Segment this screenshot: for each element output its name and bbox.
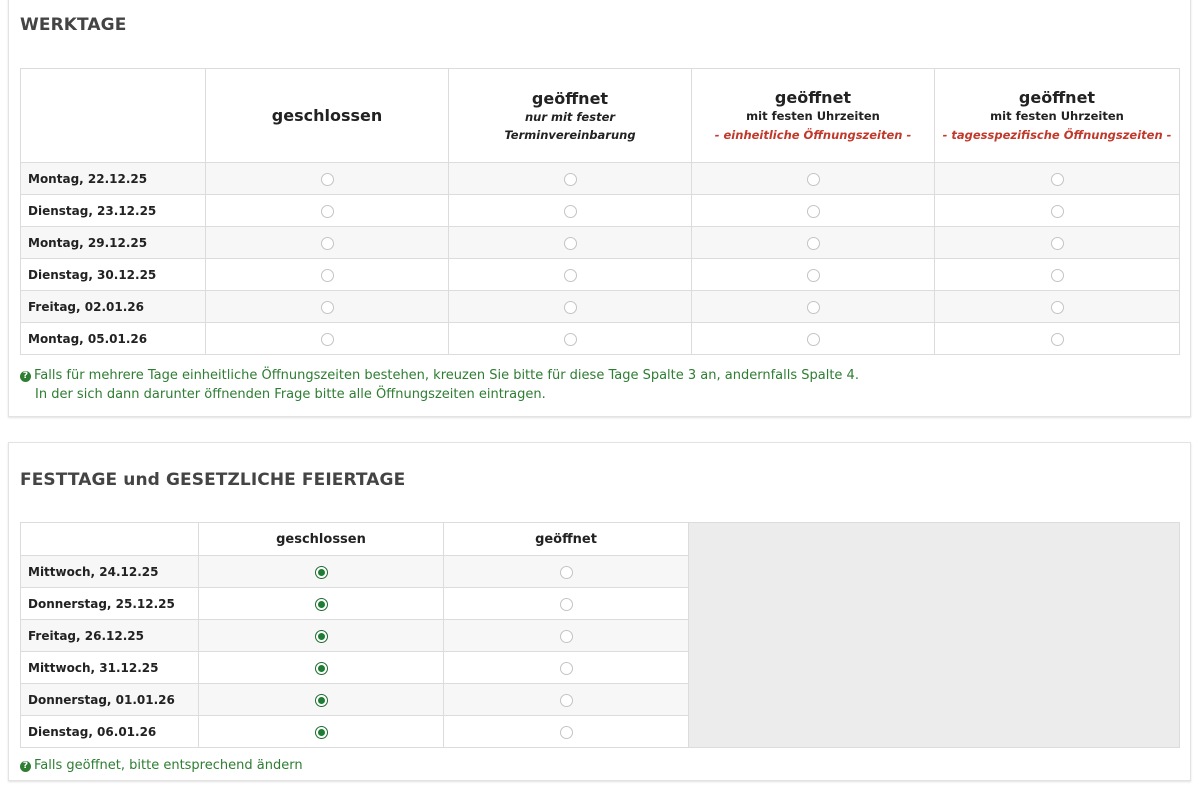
- radio-einheitlich[interactable]: [807, 333, 820, 346]
- col-header-termin: [449, 69, 692, 163]
- radio-termin[interactable]: [564, 269, 577, 282]
- col-header-label: geöffnet: [531, 89, 609, 108]
- radio-einheitlich[interactable]: [807, 237, 820, 250]
- werktage-hint: [20, 366, 859, 404]
- werktage-row: [21, 291, 1180, 323]
- col-header-geschlossen: geschlossen: [199, 523, 444, 556]
- werktage-table: [20, 68, 1180, 355]
- radio-tagesspezifisch[interactable]: [1051, 269, 1064, 282]
- werktage-row: [21, 163, 1180, 195]
- radio-termin[interactable]: [564, 237, 577, 250]
- row-label: Freitag, 26.12.25: [21, 620, 199, 652]
- radio-einheitlich[interactable]: [807, 205, 820, 218]
- radio-geschlossen[interactable]: [315, 662, 328, 675]
- col-header-label: geöffnet: [774, 88, 852, 107]
- radio-tagesspezifisch[interactable]: [1051, 237, 1064, 250]
- col-header-label: geschlossen: [271, 106, 383, 125]
- row-label: Dienstag, 06.01.26: [21, 716, 199, 748]
- row-label: Mittwoch, 31.12.25: [21, 652, 199, 684]
- col-header-label: geöffnet: [1018, 88, 1096, 107]
- radio-termin[interactable]: [564, 333, 577, 346]
- radio-geoeffnet[interactable]: [560, 630, 573, 643]
- col-header-sub: Terminvereinbarung: [504, 128, 636, 142]
- radio-geschlossen[interactable]: [315, 694, 328, 707]
- col-header-geoeffnet: geöffnet: [444, 523, 689, 556]
- col-header-note: - tagesspezifische Öffnungszeiten -: [942, 128, 1172, 142]
- radio-geschlossen[interactable]: [321, 237, 334, 250]
- row-label: Dienstag, 23.12.25: [21, 195, 206, 227]
- radio-tagesspezifisch[interactable]: [1051, 173, 1064, 186]
- werktage-header-row: [21, 69, 1180, 163]
- question-circle-icon: ?: [20, 371, 31, 382]
- radio-geoeffnet[interactable]: [560, 694, 573, 707]
- row-label: Montag, 05.01.26: [21, 323, 206, 355]
- radio-termin[interactable]: [564, 205, 577, 218]
- radio-geschlossen[interactable]: [321, 205, 334, 218]
- row-label: Donnerstag, 01.01.26: [21, 684, 199, 716]
- festtage-header-row: [21, 523, 1180, 556]
- festtage-title: FESTTAGE und GESETZLICHE FEIERTAGE: [20, 470, 406, 490]
- row-label: Donnerstag, 25.12.25: [21, 588, 199, 620]
- hint-text: Falls geöffnet, bitte entsprechend ändern: [34, 758, 303, 773]
- radio-geoeffnet[interactable]: [560, 726, 573, 739]
- radio-tagesspezifisch[interactable]: [1051, 333, 1064, 346]
- radio-geoeffnet[interactable]: [560, 566, 573, 579]
- radio-tagesspezifisch[interactable]: [1051, 205, 1064, 218]
- festtage-table: [20, 522, 1180, 748]
- radio-geschlossen[interactable]: [321, 301, 334, 314]
- radio-geschlossen[interactable]: [315, 726, 328, 739]
- radio-einheitlich[interactable]: [807, 301, 820, 314]
- radio-einheitlich[interactable]: [807, 173, 820, 186]
- col-header-tagesspezifisch: [935, 69, 1180, 163]
- col-header-sub: nur mit fester: [524, 110, 616, 124]
- festtage-hint: [20, 756, 303, 775]
- festtage-corner-cell: [21, 523, 199, 556]
- empty-grey-area: [689, 523, 1180, 748]
- col-header-note: - einheitliche Öffnungszeiten -: [714, 128, 912, 142]
- werktage-panel: [8, 0, 1191, 417]
- radio-geschlossen[interactable]: [315, 598, 328, 611]
- radio-geschlossen[interactable]: [321, 173, 334, 186]
- werktage-title: WERKTAGE: [20, 15, 127, 35]
- col-header-geschlossen: [206, 69, 449, 163]
- radio-geschlossen[interactable]: [321, 269, 334, 282]
- radio-termin[interactable]: [564, 173, 577, 186]
- row-label: Dienstag, 30.12.25: [21, 259, 206, 291]
- werktage-row: [21, 195, 1180, 227]
- question-circle-icon: ?: [20, 761, 31, 772]
- werktage-row: [21, 259, 1180, 291]
- werktage-row: [21, 323, 1180, 355]
- col-header-einheitlich: [692, 69, 935, 163]
- row-label: Freitag, 02.01.26: [21, 291, 206, 323]
- festtage-panel: [8, 442, 1191, 781]
- radio-tagesspezifisch[interactable]: [1051, 301, 1064, 314]
- row-label: Montag, 29.12.25: [21, 227, 206, 259]
- col-header-sub: mit festen Uhrzeiten: [990, 109, 1124, 123]
- row-label: Mittwoch, 24.12.25: [21, 556, 199, 588]
- hint-text: In der sich dann darunter öffnenden Frage bitte alle Öffnungszeiten eintragen.: [35, 387, 546, 402]
- werktage-row: [21, 227, 1180, 259]
- row-label: Montag, 22.12.25: [21, 163, 206, 195]
- radio-geoeffnet[interactable]: [560, 598, 573, 611]
- werktage-corner-cell: [21, 69, 206, 163]
- radio-geschlossen[interactable]: [315, 630, 328, 643]
- hint-text: Falls für mehrere Tage einheitliche Öffnungszeiten bestehen, kreuzen Sie bitte für diese Tage Spalte 3 an, andernfalls Spalte 4.: [34, 368, 859, 383]
- radio-geoeffnet[interactable]: [560, 662, 573, 675]
- radio-geschlossen[interactable]: [321, 333, 334, 346]
- radio-termin[interactable]: [564, 301, 577, 314]
- col-header-sub: mit festen Uhrzeiten: [746, 109, 880, 123]
- radio-geschlossen[interactable]: [315, 566, 328, 579]
- radio-einheitlich[interactable]: [807, 269, 820, 282]
